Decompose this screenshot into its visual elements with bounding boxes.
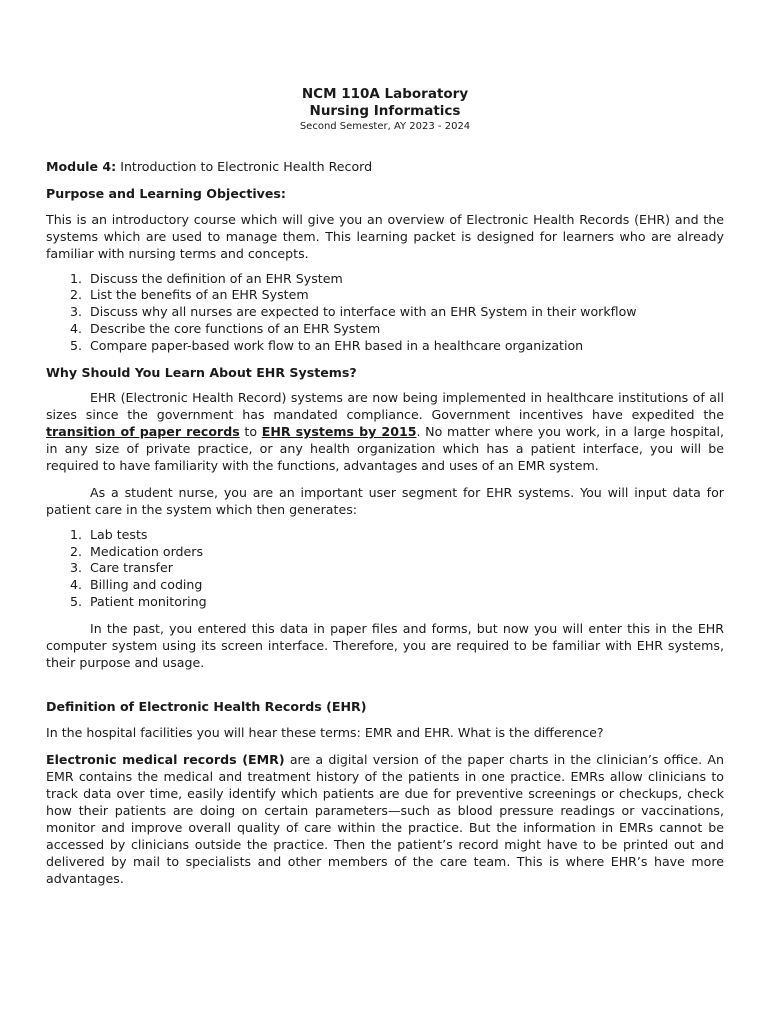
course-title: NCM 110A Laboratory xyxy=(301,86,469,102)
module-title: Introduction to Electronic Health Record xyxy=(120,159,373,174)
module-line xyxy=(46,159,724,176)
course-term: Second Semester, AY 2023 - 2024 xyxy=(299,121,471,132)
definition-heading: Definition of Electronic Health Records (EHR) xyxy=(46,699,367,715)
why-heading: Why Should You Learn About EHR Systems? xyxy=(46,364,357,380)
purpose-intro: This is an introductory course which will give you an overview of Electronic Health Records (EHR) and the systems which are used to manage them. This learning packet is designed for learners who are already familiar with nursing terms and concepts. xyxy=(46,211,724,261)
link-transition-paper-records[interactable]: transition of paper records xyxy=(46,424,240,440)
course-subtitle: Nursing Informatics xyxy=(309,103,461,119)
generates-list xyxy=(46,527,724,611)
list-item: 2. List the benefits of an EHR System xyxy=(70,287,309,303)
document-header xyxy=(46,86,724,133)
definition-paragraph-1: In the hospital facilities you will hear these terms: EMR and EHR. What is the difference? xyxy=(46,725,604,741)
objectives-list xyxy=(46,271,724,355)
list-item: 5. Compare paper-based work flow to an EHR based in a healthcare organization xyxy=(70,337,584,353)
list-item: 1. Lab tests xyxy=(70,526,148,542)
list-item: 3. Care transfer xyxy=(70,560,173,576)
list-item: 1. Discuss the definition of an EHR System xyxy=(70,270,343,286)
list-item: 2. Medication orders xyxy=(70,543,204,559)
why-paragraph-3: In the past, you entered this data in paper files and forms, but now you will enter this in the EHR computer system using its screen interface. Therefore, you are required to be familiar with EHR systems, their purpose and usage. xyxy=(46,620,724,670)
module-label: Module 4: xyxy=(46,159,117,174)
why-paragraph-2: As a student nurse, you are an important user segment for EHR systems. You will input data for patient care in the system which then generates: xyxy=(46,484,724,517)
purpose-heading: Purpose and Learning Objectives: xyxy=(46,185,286,201)
emr-term: Electronic medical records (EMR) xyxy=(46,752,285,768)
why-paragraph-1: EHR (Electronic Health Record) systems are now being implemented in healthcare institutions of all sizes since the government has mandated compliance. Government incentives have expedited the transition of paper records to EHR systems by 2015. No matter where you work, in a large hospital, in any size of private practice, or any health organization which has a patient interface, you will be required to have familiarity with the functions, advantages and uses of an EMR system. xyxy=(46,390,724,474)
emr-paragraph: Electronic medical records (EMR) are a digital version of the paper charts in the clinician’s office. An EMR contains the medical and treatment history of the patients in one practice. EMRs allow clinicians to track data over time, easily identify which patients are due for preventive screenings or checkups, check how their patients are doing on certain parameters—such as blood pressure readings or vaccinations, monitor and improve overall quality of care within the practice. But the information in EMRs cannot be accessed by clinicians outside the practice. Then the patient’s record might have to be printed out and delivered by mail to specialists and other members of the care team. This is where EHR’s have more advantages. xyxy=(46,752,724,886)
list-item: 4. Describe the core functions of an EHR System xyxy=(70,320,381,336)
list-item: 4. Billing and coding xyxy=(70,577,203,593)
link-ehr-systems-2015[interactable]: EHR systems by 2015 xyxy=(261,424,417,440)
list-item: 5. Patient monitoring xyxy=(70,593,207,609)
list-item: 3. Discuss why all nurses are expected to interface with an EHR System in their workflow xyxy=(70,304,637,320)
